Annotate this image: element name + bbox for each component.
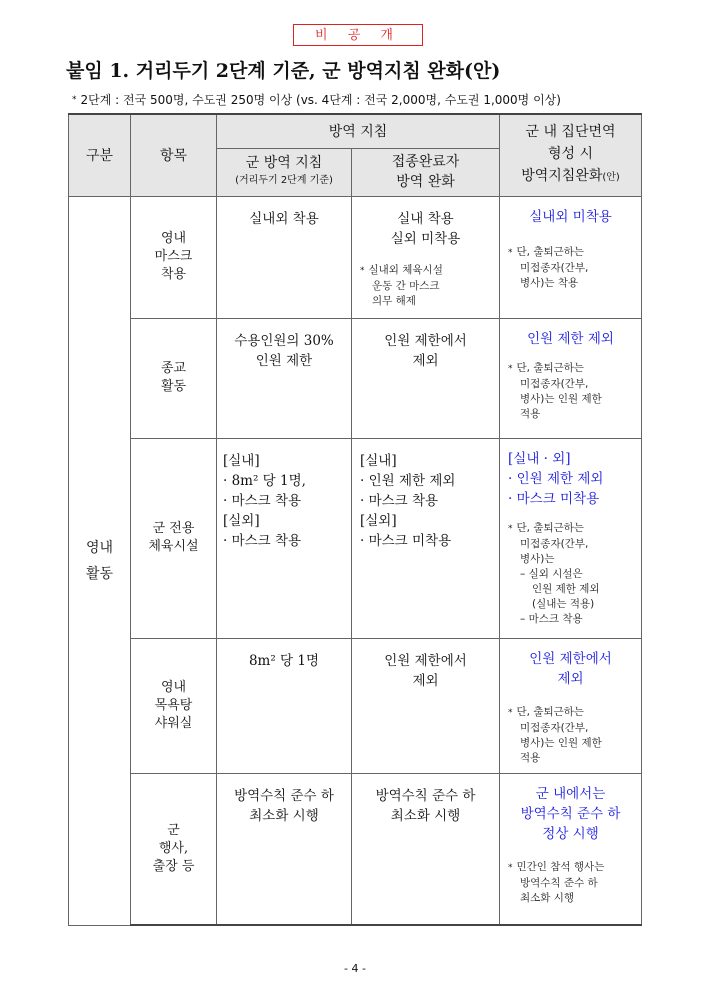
relief-line: 군 내에서는 [535, 785, 606, 802]
footnote-line: – 실외 시설은 [520, 567, 583, 580]
relief-line: · 인원 제한 제외 [508, 470, 604, 487]
relief-line: 정상 시행 [542, 825, 599, 842]
table-row [69, 438, 642, 638]
relief-cell [500, 438, 642, 638]
header-item: 항목 [131, 114, 217, 196]
vaccinated-line: · 인원 제한 제외 [360, 472, 456, 489]
table-row [69, 196, 642, 318]
item-line: 마스크 [154, 249, 193, 264]
header-vaccinated-line1: 접종완료자 [391, 154, 460, 170]
footnote-line: 병사)는 인원 제한 [520, 392, 602, 405]
footnote-line: 미접종자(간부, [520, 721, 589, 734]
relief-line: 제외 [557, 670, 584, 687]
footnote-line: 미접종자(간부, [520, 261, 589, 274]
vaccinated-cell [352, 773, 500, 925]
vaccinated-line: 인원 제한에서 [384, 652, 467, 669]
vaccinated-line: 방역수칙 준수 하 [375, 787, 476, 804]
vaccinated-line: [실외] [360, 512, 397, 529]
item-line: 체육시설 [148, 539, 199, 554]
item-line: 출장 등 [152, 858, 195, 874]
header-guideline-group: 방역 지침 [217, 114, 500, 148]
vaccinated-cell [352, 196, 500, 318]
relief-footnote [500, 245, 641, 291]
category-label-1: 영내 [85, 539, 114, 556]
item-line: 군 전용 [152, 521, 195, 536]
footnote-line: 인원 제한 제외 [532, 582, 600, 595]
military-cell [217, 438, 352, 638]
footnote-line: 병사)는 [520, 552, 555, 565]
footnote-line: 병사)는 착용 [520, 276, 579, 289]
relief-line: · 마스크 미착용 [508, 490, 600, 507]
relief-cell [500, 638, 642, 773]
header-vaccinated [352, 148, 500, 196]
header-relief-line3: 방역지침완화 [521, 168, 603, 185]
vaccinated-line: [실내] [360, 452, 397, 469]
footnote-line: 최소화 시행 [520, 891, 575, 904]
item-cell [131, 438, 217, 638]
header-relief-line2: 형성 시 [548, 146, 594, 163]
military-line: 최소화 시행 [249, 807, 319, 824]
item-cell [131, 318, 217, 438]
item-cell [131, 196, 217, 318]
page-number: - 4 - [344, 962, 366, 975]
guideline-table [68, 113, 642, 926]
footnote-line: 의무 해제 [372, 294, 416, 307]
footnote-line: 적용 [520, 407, 541, 420]
header-military-sub: (거리두기 2단계 기준) [235, 175, 333, 186]
military-line: 8m² 당 1명 [248, 652, 320, 669]
relief-line: 실내외 미착용 [529, 208, 612, 225]
table-row [69, 638, 642, 773]
vaccinated-cell [352, 438, 500, 638]
vaccinated-line: 인원 제한에서 [384, 332, 467, 349]
vaccinated-line: · 마스크 착용 [360, 492, 439, 509]
military-line: · 마스크 착용 [223, 492, 302, 509]
header-relief-suffix: (안) [602, 172, 620, 184]
footnote-line: 미접종자(간부, [520, 377, 589, 390]
footnote-asterisk: * [508, 862, 513, 873]
relief-line: [실내 · 외] [508, 450, 571, 467]
item-line: 행사, [158, 840, 189, 856]
item-cell [131, 638, 217, 773]
header-relief [500, 114, 642, 196]
footnote-line: 미접종자(간부, [520, 537, 589, 550]
table-row [69, 318, 642, 438]
vaccinated-cell [352, 638, 500, 773]
vaccinated-line: 실외 미착용 [390, 230, 461, 247]
footnote-asterisk: * [508, 247, 513, 258]
military-line: [실내] [223, 452, 260, 469]
item-cell [131, 773, 217, 925]
relief-line: 인원 제한에서 [529, 650, 612, 667]
footnote-line: 민간인 참석 행사는 [516, 860, 605, 873]
footnote-line: 방역수칙 준수 하 [520, 876, 598, 889]
footnote-asterisk: * [360, 265, 365, 276]
relief-line: 방역수칙 준수 하 [520, 805, 621, 822]
document-title: 붙임 1. 거리두기 2단계 기준, 군 방역지침 완화(안) [66, 60, 501, 82]
header-vaccinated-line2: 방역 완화 [396, 174, 455, 190]
item-line: 군 [167, 822, 180, 838]
relief-cell [500, 318, 642, 438]
footnote-line: 단, 출퇴근하는 [516, 705, 585, 718]
footnote-line: 단, 출퇴근하는 [516, 521, 585, 534]
footnote-line: 운동 간 마스크 [372, 279, 440, 292]
relief-footnote [500, 361, 641, 422]
category-label-2: 활동 [85, 565, 114, 582]
vaccinated-line: 최소화 시행 [390, 807, 461, 824]
vaccinated-line: 실내 착용 [397, 210, 454, 227]
vaccinated-line: 제외 [412, 672, 439, 689]
military-line: 실내외 착용 [249, 210, 319, 227]
note-text: 2단계 : 전국 500명, 수도권 250명 이상 (vs. 4단계 : 전국 2,000명, 수도권 1,000명 이상) [80, 93, 561, 107]
military-line: 인원 제한 [255, 352, 313, 369]
footnote-line: 실내외 체육시설 [368, 263, 443, 276]
footnote-line: (실내는 적용) [532, 597, 595, 610]
item-line: 활동 [160, 379, 187, 394]
item-line: 샤워실 [154, 715, 193, 731]
item-line: 착용 [160, 267, 187, 282]
table-row [69, 773, 642, 925]
military-line: 방역수칙 준수 하 [234, 787, 334, 804]
footnote-asterisk: * [508, 363, 513, 374]
relief-footnote [500, 860, 641, 906]
relief-cell [500, 196, 642, 318]
relief-footnote [508, 521, 641, 627]
military-cell [217, 196, 352, 318]
vaccinated-footnote [352, 263, 499, 309]
footnote-line: 병사)는 인원 제한 [520, 736, 602, 749]
military-cell [217, 638, 352, 773]
footnote-asterisk: * [508, 523, 513, 534]
footnote-line: 단, 출퇴근하는 [516, 361, 585, 374]
footnote-line: 적용 [520, 751, 541, 764]
military-line: [실외] [223, 512, 260, 529]
category-cell [69, 196, 131, 925]
footnote-asterisk: * [508, 707, 513, 718]
military-cell [217, 773, 352, 925]
military-cell [217, 318, 352, 438]
vaccinated-line: · 마스크 미착용 [360, 532, 452, 549]
military-line: 수용인원의 30% [234, 332, 334, 349]
classification-stamp: 비 공 개 [293, 24, 423, 46]
vaccinated-cell [352, 318, 500, 438]
footnote-line: 단, 출퇴근하는 [516, 245, 585, 258]
header-military-label: 군 방역 지침 [245, 155, 323, 171]
threshold-note [72, 91, 561, 108]
military-line: · 마스크 착용 [223, 532, 302, 549]
item-line: 영내 [160, 679, 187, 695]
item-line: 종교 [160, 361, 187, 376]
military-line: · 8m² 당 1명, [223, 472, 306, 489]
item-line: 영내 [160, 231, 187, 246]
relief-line: 인원 제한 제외 [527, 330, 614, 347]
header-military [217, 148, 352, 196]
header-category: 구분 [69, 114, 131, 196]
relief-footnote [500, 705, 641, 766]
relief-cell [500, 773, 642, 925]
item-line: 목욕탕 [154, 697, 193, 713]
footnote-line: – 마스크 착용 [520, 612, 583, 625]
note-asterisk: * [72, 95, 77, 105]
vaccinated-line: 제외 [412, 352, 439, 369]
header-relief-line1: 군 내 집단면역 [525, 124, 616, 141]
